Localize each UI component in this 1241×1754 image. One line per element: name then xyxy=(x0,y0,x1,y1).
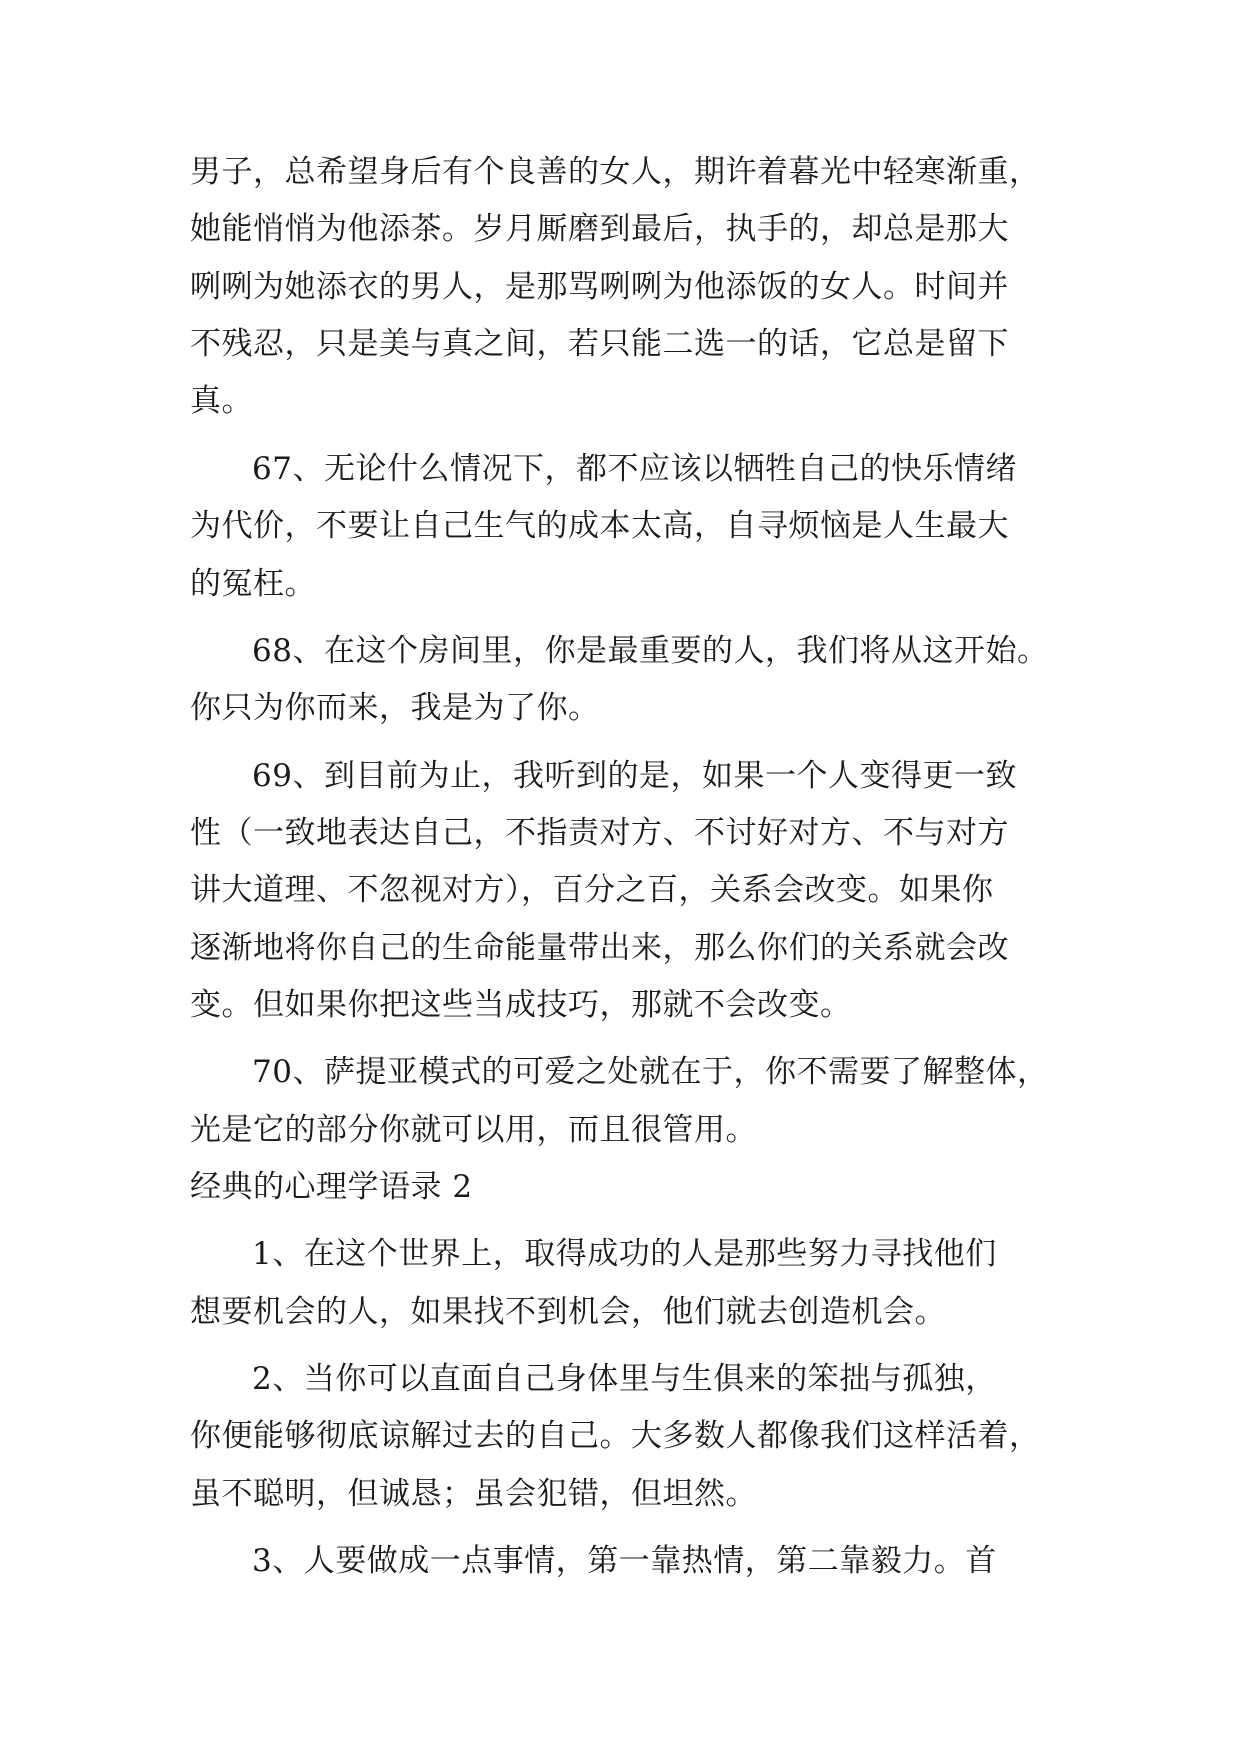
quote-67-line: 67、无论什么情况下，都不应该以牺牲自己的快乐情绪 xyxy=(252,451,1017,487)
paragraph-line: 咧咧为她添衣的男人，是那骂咧咧为他添饭的女人。时间并 xyxy=(190,269,1009,305)
quote-1-line: 1、在这个世界上，取得成功的人是那些努力寻找他们 xyxy=(252,1236,997,1272)
paragraph-line: 变。但如果你把这些当成技巧，那就不会改变。 xyxy=(190,987,852,1023)
paragraph-line: 性（一致地表达自己，不指责对方、不讨好对方、不与对方 xyxy=(190,815,1009,851)
paragraph-line: 你便能够彻底谅解过去的自己。大多数人都像我们这样活着， xyxy=(190,1418,1041,1454)
quote-3-line: 3、人要做成一点事情，第一靠热情，第二靠毅力。首 xyxy=(252,1543,997,1579)
paragraph-line: 想要机会的人，如果找不到机会，他们就去创造机会。 xyxy=(190,1294,946,1330)
paragraph-line: 讲大道理、不忽视对方），百分之百，关系会改变。如果你 xyxy=(190,872,994,908)
paragraph-line: 不残忍，只是美与真之间，若只能二选一的话，它总是留下 xyxy=(190,326,1009,362)
paragraph-line: 为代价，不要让自己生气的成本太高，自寻烦恼是人生最大 xyxy=(190,508,1009,544)
paragraph-line: 你只为你而来，我是为了你。 xyxy=(190,690,600,726)
paragraph-line: 真。 xyxy=(190,383,253,419)
paragraph-line: 男子，总希望身后有个良善的女人，期许着暮光中轻寒渐重， xyxy=(190,154,1041,190)
quote-68-line: 68、在这个房间里，你是最重要的人，我们将从这开始。 xyxy=(252,633,1049,669)
paragraph-line: 虽不聪明，但诚恳；虽会犯错，但坦然。 xyxy=(190,1476,757,1512)
quote-69-line: 69、到目前为止，我听到的是，如果一个人变得更一致 xyxy=(252,758,1017,794)
quote-2-line: 2、当你可以直面自己身体里与生俱来的笨拙与孤独， xyxy=(252,1361,997,1397)
paragraph-line: 她能悄悄为他添茶。岁月厮磨到最后，执手的，却总是那大 xyxy=(190,211,1009,247)
quote-70-line: 70、萨提亚模式的可爱之处就在于，你不需要了解整体， xyxy=(252,1054,1049,1090)
paragraph-line: 逐渐地将你自己的生命能量带出来，那么你们的关系就会改 xyxy=(190,930,1009,966)
paragraph-line: 光是它的部分你就可以用，而且很管用。 xyxy=(190,1112,757,1148)
paragraph-line: 的冤枉。 xyxy=(190,566,316,602)
section-heading: 经典的心理学语录 2 xyxy=(190,1169,473,1205)
